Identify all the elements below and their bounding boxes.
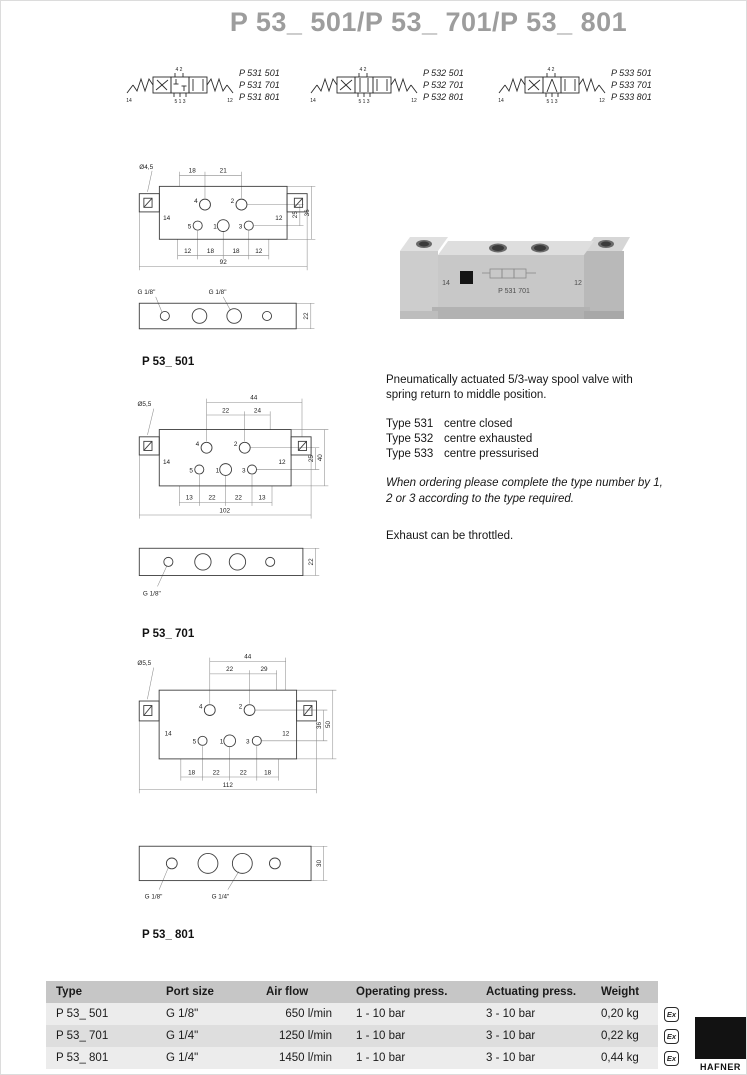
symbol-labels-531: P 531 501 P 531 701 P 531 801 [239,68,280,102]
port-label: 14 [164,730,172,738]
dim-label: 18 [188,167,196,175]
port-label: 12 [278,459,286,467]
type-row: Type 531 centre closed [386,418,513,431]
exhaust-note: Exhaust can be throttled. [386,529,514,542]
atex-ex-icon: Ex [664,1051,679,1066]
product-photo [394,221,632,335]
spec-table [46,981,677,1069]
thread-label: G 1/8" [137,289,156,297]
dim-label: 18 [188,769,196,777]
port-label: 1 [213,223,217,231]
port-label: 14 [163,459,171,467]
col-header-port-size: Port size [166,986,214,998]
dim-label: 50 [325,721,333,729]
dim-label: 25 [292,211,300,219]
dim-label: 13 [185,494,193,502]
dim-label: 36 [303,209,311,217]
port-label: 2 [233,440,238,448]
table-row: P 53_ 801 G 1/4" 1450 l/min 1 - 10 bar 3 - 10 bar 0,44 kg Ex [46,1047,658,1069]
symbol-port-12: 12 [411,98,417,104]
dim-label: 22 [234,494,242,502]
valve-symbol-532 [307,65,419,105]
table-row: P 53_ 501 G 1/8" 650 l/min 1 - 10 bar 3 - 10 bar 0,20 kg Ex [46,1003,658,1025]
drawing-801-side-view [132,839,340,911]
dim-label: 22 [222,407,230,415]
dim-label: 21 [219,167,227,175]
thread-label: G 1/8" [144,893,163,901]
port-label: 12 [282,730,290,738]
dim-label: 22 [303,312,311,320]
dim-label: 13 [258,494,266,502]
dim-label: 18 [232,247,240,255]
description [386,373,664,544]
hafner-logo-square [695,1017,746,1059]
port-label: 3 [242,467,246,475]
dim-label: 24 [253,407,261,415]
symbol-ports-bottom: 5 1 3 [546,99,558,105]
valve-symbol-531 [123,65,235,105]
port-label: 4 [194,197,198,205]
photo-marking: P 531 701 [498,288,530,295]
dim-total: 92 [219,258,227,266]
page-title: P 53_ 501/P 53_ 701/P 53_ 801 [229,7,628,37]
symbol-port-14: 14 [310,98,316,104]
drawing-701-top-view [132,395,332,527]
port-label: 5 [189,467,193,475]
section-label-701: P 53_ 701 [142,628,195,640]
section-label-801: P 53_ 801 [142,929,195,941]
description-intro: Pneumatically actuated 5/3-way spool valve with spring return to middle position. [386,374,633,402]
symbol-ports-bottom: 5 1 3 [358,99,370,105]
drawing-701-side-view [132,541,332,599]
symbol-ports-top: 4 2 [547,67,555,73]
port-label: 12 [275,215,283,223]
port-label: 14 [163,215,171,223]
col-header-actuating-press: Actuating press. [486,986,577,998]
port-label: 2 [238,703,243,711]
port-label: 5 [192,738,197,746]
dim-label: 30 [316,859,324,867]
type-row: Type 532 centre exhausted [386,433,533,446]
port-label: 2 [230,197,235,205]
section-label-501: P 53_ 501 [142,356,195,368]
atex-ex-icon: Ex [664,1029,679,1044]
dim-label: 12 [184,247,192,255]
dim-label: 18 [206,247,214,255]
type-list [386,417,664,462]
dim-label: 29 [260,666,268,674]
table-header-row [46,981,658,1003]
valve-symbol-533 [495,65,607,105]
dim-label: 40 [316,454,324,462]
col-header-air-flow: Air flow [266,986,309,998]
thread-label: G 1/4" [211,893,230,901]
symbol-ports-top: 4 2 [359,67,367,73]
dim-diameter: Ø4,5 [139,164,154,172]
dim-diameter: Ø5,5 [137,659,152,667]
drawing-801-top-view [132,654,340,799]
dim-label: 25 [307,455,315,463]
col-header-operating-press: Operating press. [356,986,448,998]
dim-label: 22 [212,769,220,777]
dim-label: 44 [250,394,258,402]
dim-label: 44 [244,653,252,661]
symbol-port-12: 12 [227,98,233,104]
dim-total: 112 [222,781,233,789]
thread-label: G 1/8" [142,590,161,598]
photo-port-12: 12 [574,280,582,287]
dim-label: 18 [264,769,272,777]
thread-label: G 1/8" [208,289,227,297]
symbol-labels-532: P 532 501 P 532 701 P 532 801 [423,68,464,102]
table-row: P 53_ 701 G 1/4" 1250 l/min 1 - 10 bar 3 - 10 bar 0,22 kg Ex [46,1025,658,1047]
hafner-logo [695,1017,746,1072]
photo-port-14: 14 [442,280,450,287]
hafner-logo-text: HAFNER [699,1062,742,1072]
symbol-port-14: 14 [126,98,132,104]
port-label: 1 [219,738,224,746]
dim-label: 22 [208,494,216,502]
symbol-ports-top: 4 2 [175,67,183,73]
port-label: 5 [187,223,192,231]
symbol-port-12: 12 [599,98,605,104]
hafner-logo-mark [460,271,473,284]
symbol-labels-533: P 533 501 P 533 701 P 533 801 [611,68,652,102]
atex-ex-icon: Ex [664,1007,679,1022]
ordering-note: When ordering please complete the type number by 1, 2 or 3 according to the type required. [386,477,663,505]
symbol-ports-bottom: 5 1 3 [174,99,186,105]
type-row: Type 533 centre pressurised [386,448,539,461]
drawing-501-side-view [132,285,319,338]
dim-label: 12 [255,247,263,255]
port-label: 4 [198,703,203,711]
col-header-type: Type [56,986,82,998]
dim-label: 22 [239,769,247,777]
port-label: 1 [215,467,220,475]
dim-label: 22 [226,666,234,674]
port-label: 3 [245,738,250,746]
dim-label: 22 [307,558,315,566]
drawing-501-top-view [132,159,319,287]
dim-diameter: Ø5,5 [137,400,152,408]
symbol-port-14: 14 [498,98,504,104]
port-label: 4 [195,440,200,448]
port-label: 3 [238,223,243,231]
col-header-weight: Weight [601,986,640,998]
dim-label: 36 [316,721,324,729]
dim-total: 102 [219,507,231,515]
